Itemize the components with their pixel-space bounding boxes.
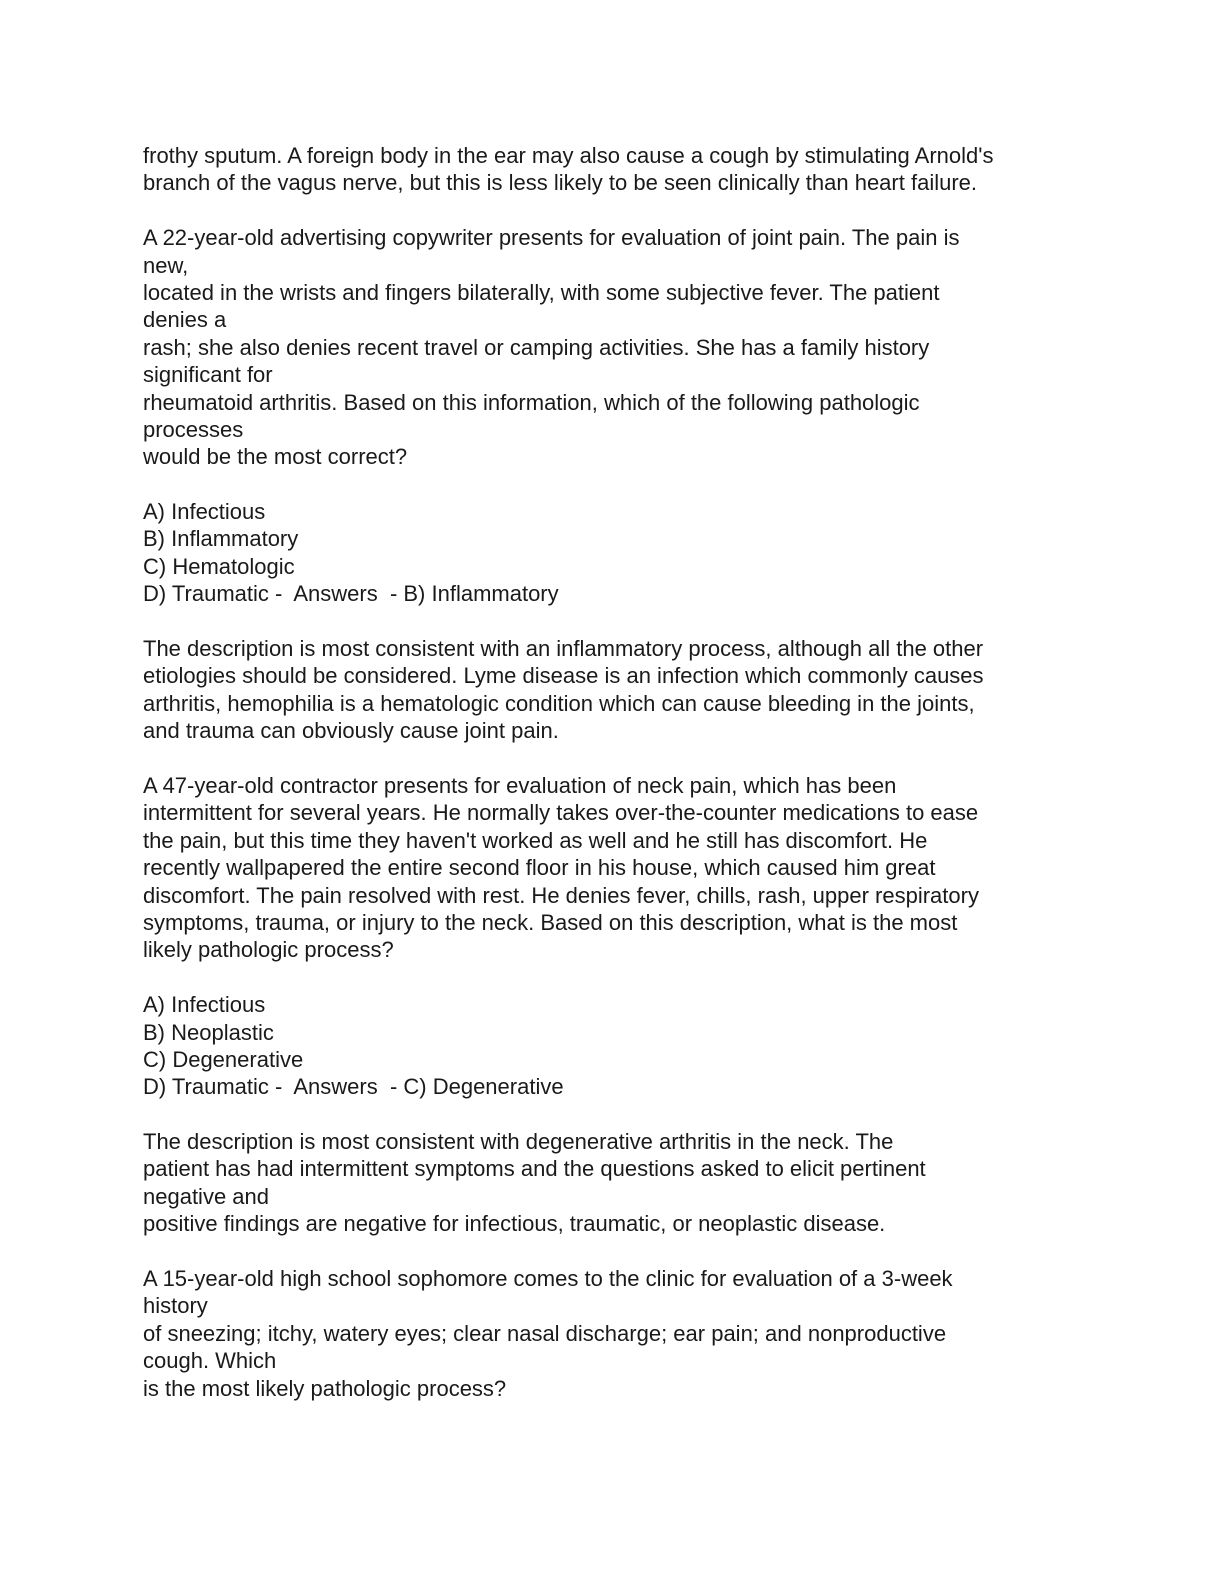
text-line: B) Neoplastic [143,1019,274,1045]
document-page [143,142,1103,1402]
text-line: recently wallpapered the entire second floor in his house, which caused him great [143,855,936,881]
explanation-1 [143,635,1103,745]
text-line: arthritis, hemophilia is a hematologic condition which can cause bleeding in the joints, [143,690,975,716]
text-line: rash; she also denies recent travel or camping activities. She has a family history [143,334,930,360]
text-line: cough. Which [143,1348,277,1374]
text-line: A 22-year-old advertising copywriter presents for evaluation of joint pain. The pain is [143,225,960,251]
text-line: significant for [143,362,273,388]
text-line: is the most likely pathologic process? [143,1375,507,1401]
text-line: patient has had intermittent symptoms and the questions asked to elicit pertinent [143,1156,926,1182]
intro-paragraph [143,142,1103,197]
paragraph-gap [143,1238,1103,1265]
paragraph-gap [143,964,1103,991]
text-line: A) Infectious [143,992,266,1018]
text-line: negative and [143,1183,269,1209]
text-line: A) Infectious [143,499,266,525]
text-line: The description is most consistent with an inflammatory process, although all the other [143,636,984,662]
question-1-options [143,498,1103,608]
text-line: of sneezing; itchy, watery eyes; clear nasal discharge; ear pain; and nonproductive [143,1320,947,1346]
text-line: history [143,1293,208,1319]
paragraph-gap [143,197,1103,224]
text-line: likely pathologic process? [143,937,394,963]
question-1 [143,224,1103,471]
text-line: etiologies should be considered. Lyme disease is an infection which commonly causes [143,663,984,689]
text-line: located in the wrists and fingers bilaterally, with some subjective fever. The patient [143,279,940,305]
question-2 [143,772,1103,964]
text-line: branch of the vagus nerve, but this is less likely to be seen clinically than heart failure. [143,170,978,196]
text-line: D) Traumatic - Answers - C) Degenerative [143,1074,564,1100]
text-line: positive findings are negative for infectious, traumatic, or neoplastic disease. [143,1211,886,1237]
text-line: C) Hematologic [143,553,295,579]
text-line: symptoms, trauma, or injury to the neck. Based on this description, what is the most [143,909,958,935]
text-line: intermittent for several years. He normally takes over-the-counter medications to ease [143,800,979,826]
text-line: frothy sputum. A foreign body in the ear may also cause a cough by stimulating Arnold's [143,143,994,168]
paragraph-gap [143,608,1103,635]
question-2-options [143,991,1103,1101]
paragraph-gap [143,1101,1103,1128]
text-line: denies a [143,307,227,333]
text-line: The description is most consistent with degenerative arthritis in the neck. The [143,1129,894,1155]
explanation-2 [143,1128,1103,1238]
text-line: and trauma can obviously cause joint pain. [143,718,559,744]
text-line: the pain, but this time they haven't worked as well and he still has discomfort. He [143,827,928,853]
text-line: C) Degenerative [143,1046,304,1072]
text-line: A 47-year-old contractor presents for evaluation of neck pain, which has been [143,772,897,798]
question-3 [143,1265,1103,1402]
text-line: A 15-year-old high school sophomore comes to the clinic for evaluation of a 3-week [143,1266,953,1292]
text-line: processes [143,416,244,442]
paragraph-gap [143,471,1103,498]
text-line: rheumatoid arthritis. Based on this information, which of the following pathologic [143,389,920,415]
text-line: B) Inflammatory [143,526,299,552]
text-line: discomfort. The pain resolved with rest. He denies fever, chills, rash, upper respiratory [143,882,979,908]
text-line: D) Traumatic - Answers - B) Inflammatory [143,581,559,607]
text-line: would be the most correct? [143,444,408,470]
paragraph-gap [143,745,1103,772]
text-line: new, [143,252,189,278]
